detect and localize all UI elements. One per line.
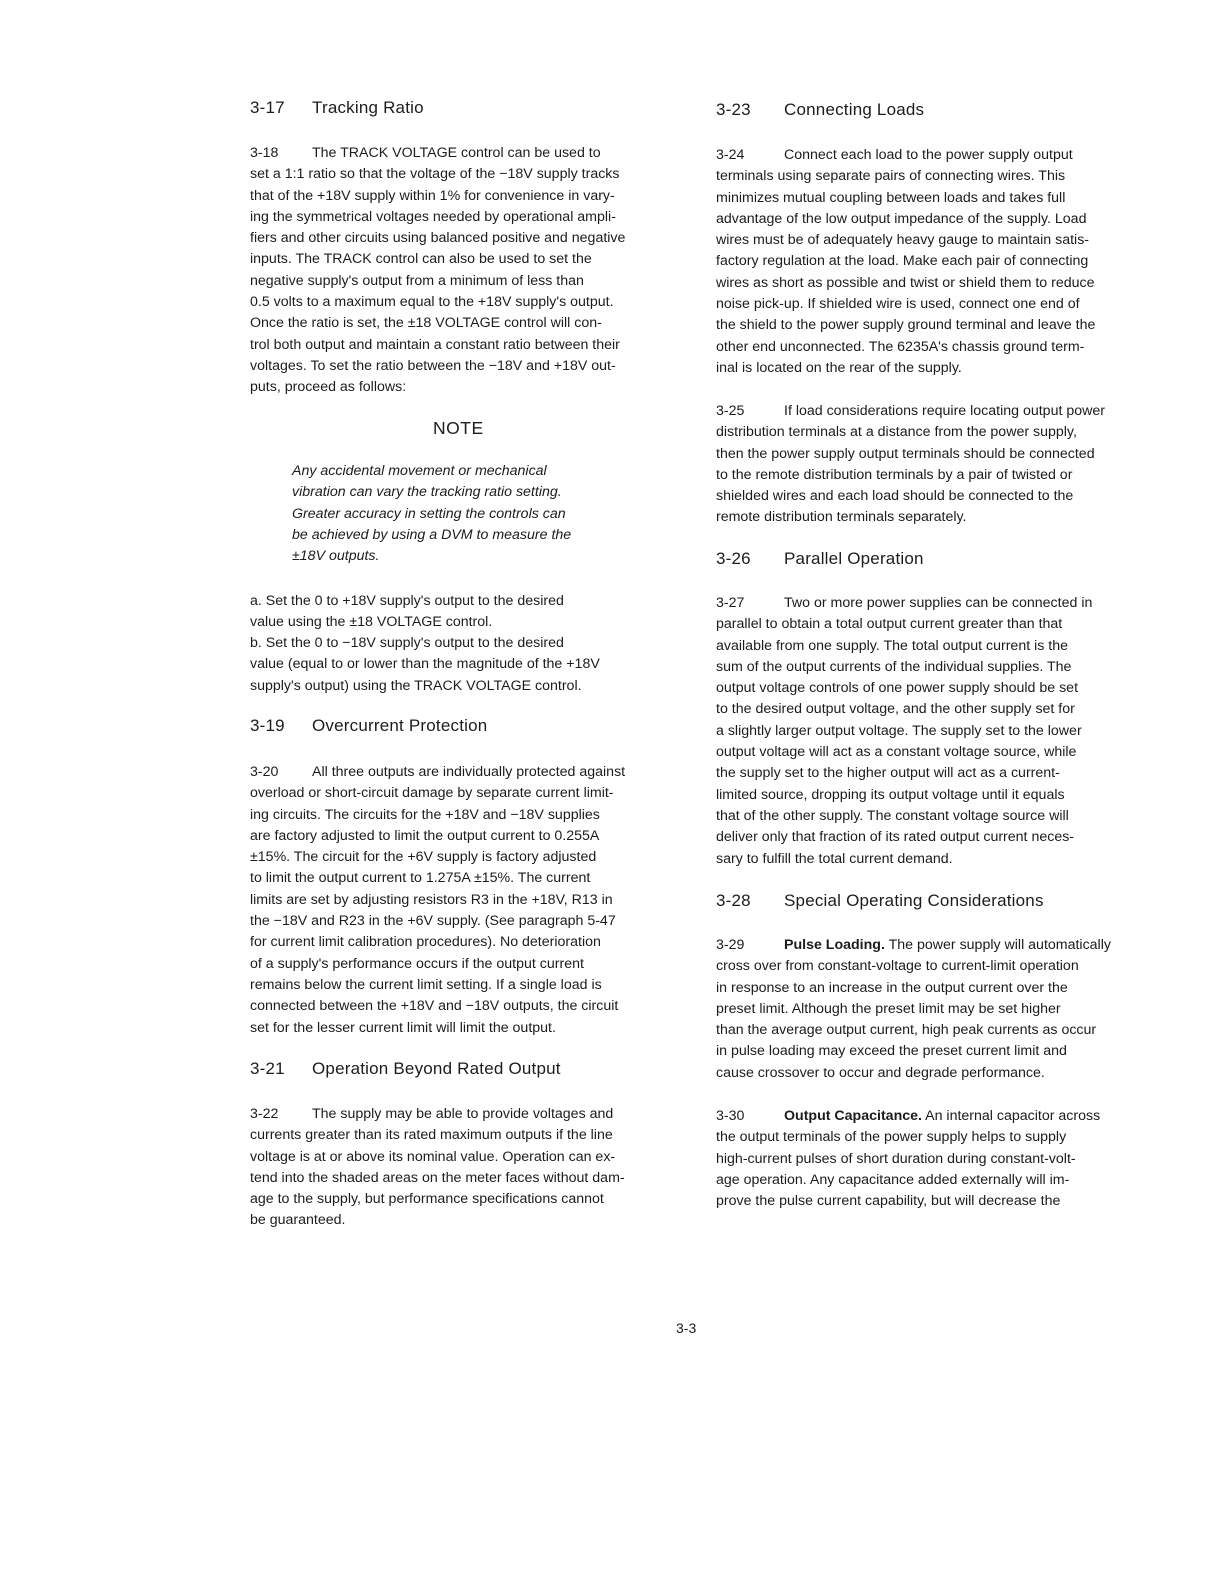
paragraph-text: The TRACK VOLTAGE control can be used to set a 1:1 ratio so that the voltage of the −18V supply tracks that of the +18V supply within 1% for convenience in vary- ing the symmetrical voltages needed by operational ampli- fiers and other circuits using balanced positive and negative inputs. The TRACK control can also be used to set the negative supply's output from a minimum of less than 0.5 volts to a maximum equal to the +18V supply's output. Once the ratio is set, the ±18 VOLTAGE control will con- trol both output and maintain a constant ratio between their voltages. To set the ratio between the −18V and +18V out- puts, proceed as follows:: [250, 145, 626, 396]
paragraph-text: If load considerations require locating output power distribution terminals at a distance from the power supply, then the power supply output terminals should be connected to the remote distribution terminals by a pair of twisted or shielded wires and each load should be connected to the remote distribution terminals separately.: [716, 403, 1105, 526]
section-heading-3-19: [250, 716, 487, 736]
section-title: Special Operating Considerations: [784, 891, 1044, 910]
paragraph-lead: Pulse Loading.: [784, 937, 885, 953]
paragraph-number: 3-24: [716, 147, 745, 163]
paragraph-number: 3-27: [716, 595, 745, 611]
paragraph-3-25: [716, 401, 1105, 529]
section-heading-3-21: [250, 1059, 561, 1079]
section-heading-3-17: [250, 98, 424, 118]
paragraph-text: The power supply will automatically cross over from constant-voltage to current-limit operation in response to an increase in the output current over the preset limit. Although the preset limit may be set higher than the average output current, high peak currents as occur in pulse loading may exceed the preset current limit and cause crossover to occur and degrade performance.: [716, 937, 1111, 1081]
paragraph-text: An internal capacitor across the output terminals of the power supply helps to supply high-current pulses of short duration during constant-volt- age operation. Any capacitance added externally will im- prove the pulse current capability, but will decrease the: [716, 1108, 1101, 1210]
paragraph-number: 3-25: [716, 403, 745, 419]
paragraph-number: 3-18: [250, 145, 279, 161]
paragraph-text: Connect each load to the power supply output terminals using separate pairs of connecting wires. This minimizes mutual coupling between loads and takes full advantage of the low output impedance of the supply. Load wires must be of adequately heavy gauge to maintain satis- factory regulation at the load. Make each pair of connecting wires as short as possible and twist or shield them to reduce noise pick-up. If shielded wire is used, connect one end of the shield to the power supply ground terminal and leave the other end unconnected. The 6235A's chassis ground term- inal is located on the rear of the supply.: [716, 147, 1096, 376]
step-a: a. Set the 0 to +18V supply's output to the desired value using the ±18 VOLTAGE control.: [250, 593, 564, 631]
section-heading-3-26: [716, 549, 924, 569]
paragraph-3-29: [716, 935, 1111, 1084]
paragraph-text: Two or more power supplies can be connected in parallel to obtain a total output current greater than that available from one supply. The total output current is the sum of the output currents of the individual supplies. The output voltage controls of one power supply should be set to the desired output voltage, and the other supply set for a slightly larger output voltage. The supply set to the lower output voltage will act as a constant voltage source, while the supply set to the higher output will act as a current- limited source, dropping its output voltage until it equals that of the other supply. The constant voltage source will deliver only that fraction of its rated output current neces- sary to fulfill the total current demand.: [716, 595, 1093, 867]
page-number: 3-3: [676, 1320, 697, 1336]
section-number: 3-21: [250, 1059, 285, 1078]
section-number: 3-19: [250, 716, 285, 735]
paragraph-3-24: [716, 145, 1095, 379]
step-b: b. Set the 0 to −18V supply's output to the desired value (equal to or lower than the magnitude of the +18V supply's output) using the TRACK VOLTAGE control.: [250, 635, 600, 694]
section-heading-3-23: [716, 100, 924, 120]
paragraph-3-20: [250, 762, 625, 1039]
section-number: 3-23: [716, 100, 751, 119]
paragraph-lead: Output Capacitance.: [784, 1108, 922, 1124]
section-number: 3-28: [716, 891, 751, 910]
paragraph-text: All three outputs are individually protected against overload or short-circuit damage by separate current limit- ing circuits. The circuits for the +18V and −18V supplies are factory adjusted to limit the output current to 0.255A ±15%. The circuit for the +6V supply is factory adjusted to limit the output current to 1.275A ±15%. The current limits are set by adjusting resistors R3 in the +18V, R13 in the −18V and R23 in the +6V supply. (See paragraph 5-47 for current limit calibration procedures). No deterioration of a supply's performance occurs if the output current remains below the current limit setting. If a single load is connected between the +18V and −18V outputs, the circuit set for the lesser current limit will limit the output.: [250, 764, 626, 1036]
paragraph-text: The supply may be able to provide voltages and currents greater than its rated maximum outputs if the line voltage is at or above its nominal value. Operation can ex- tend into the shaded areas on the meter faces without dam- age to the supply, but performance specifications cannot be guaranteed.: [250, 1106, 625, 1229]
section-title: Tracking Ratio: [312, 98, 424, 117]
section-title: Parallel Operation: [784, 549, 924, 568]
section-title: Overcurrent Protection: [312, 716, 488, 735]
paragraph-3-22: [250, 1104, 625, 1232]
paragraph-3-30: [716, 1106, 1100, 1212]
section-title: Operation Beyond Rated Output: [312, 1059, 561, 1078]
paragraph-number: 3-20: [250, 764, 279, 780]
paragraph-number: 3-29: [716, 937, 745, 953]
section-number: 3-17: [250, 98, 285, 117]
note-title: NOTE: [433, 418, 484, 438]
paragraph-3-18: [250, 143, 625, 399]
paragraph-number: 3-22: [250, 1106, 279, 1122]
section-heading-3-28: [716, 891, 1044, 911]
note-body: Any accidental movement or mechanical vibration can vary the tracking ratio setting. Greater accuracy in setting the controls can be achieved by using a DVM to measure the ±18V outputs.: [292, 463, 572, 565]
section-number: 3-26: [716, 549, 751, 568]
paragraph-3-27: [716, 593, 1092, 870]
section-title: Connecting Loads: [784, 100, 925, 119]
paragraph-number: 3-30: [716, 1108, 745, 1124]
